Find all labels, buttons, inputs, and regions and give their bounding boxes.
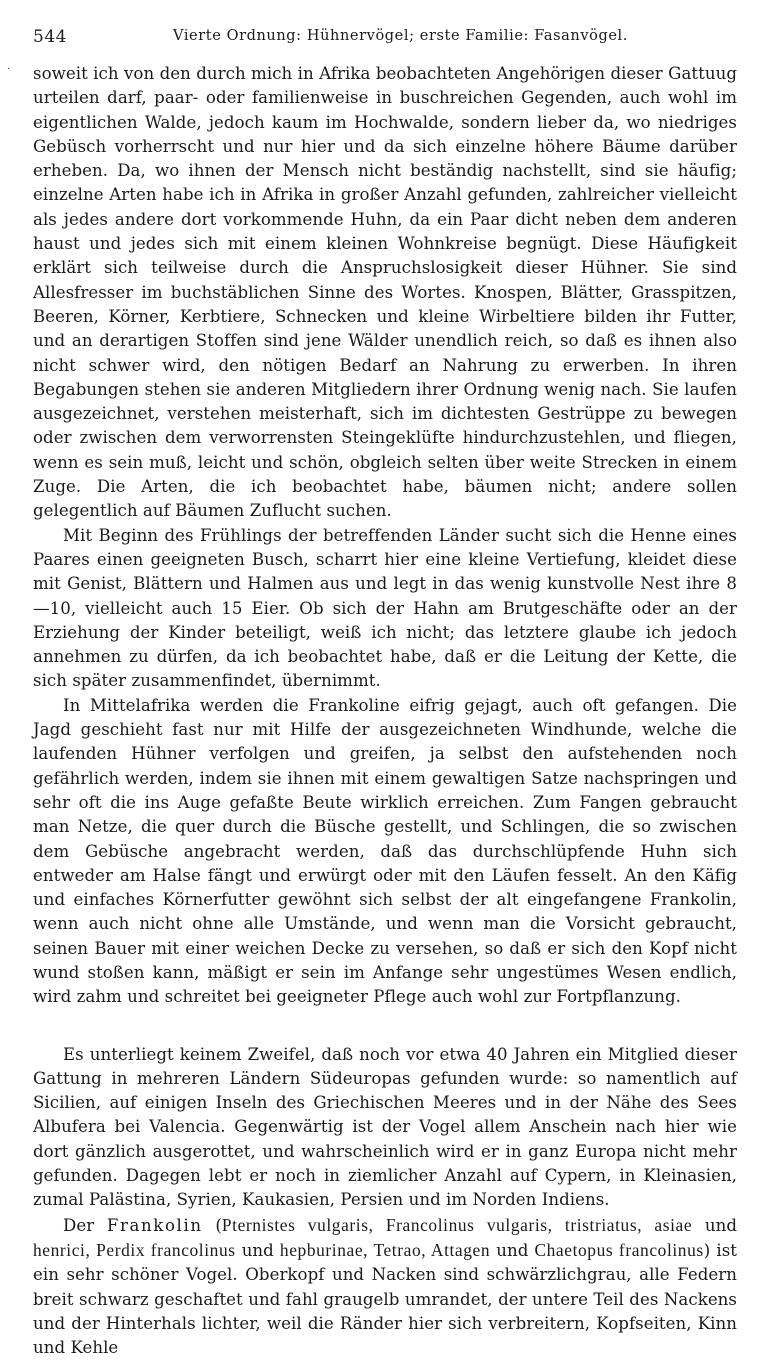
description-text-1: Der [63, 1215, 107, 1235]
section-gap [33, 1010, 737, 1043]
page-number: 544 [33, 27, 67, 47]
margin-mark: · [7, 64, 11, 75]
scientific-names-2: henrici, Perdix francolinus [33, 1239, 236, 1260]
description-text-4: und [235, 1240, 280, 1260]
description-text-5: und [490, 1240, 535, 1260]
scientific-names-1: Pternistes vulgaris, Francolinus vulgaris, tristriatus, asiae [221, 1214, 693, 1235]
scientific-names-3: hepburinae, Tetrao, Attagen [279, 1239, 491, 1260]
description-text-3: und [692, 1215, 737, 1235]
paragraph-hunting: In Mittelafrika werden die Frankoline eifrig gejagt, auch oft gefangen. Die Jagd geschieht fast nur mit Hilfe der ausgezeichneten Windhunde, welche die laufenden Hühner verfolgen und greifen, ja selbst den aufstehenden noch gefährlich werden, indem sie ihnen mit einem gewaltigen Satze nachspringen und sehr oft die ins Auge gefaßte Beute wirklich erreichen. Zum Fangen gebraucht man Netze, die quer durch die Büsche gestellt, und Schlingen, die so zwischen dem Gebüsche angebracht werden, daß das durchschlüpfende Huhn sich entweder am Halse fängt und erwürgt oder mit den Läufen fesselt. An den Käfig und einfaches Körnerfutter gewöhnt sich selbst der alt eingefangene Frankolin, wenn auch nicht ohne alle Umstände, und wenn man die Vorsicht gebraucht, seinen Bauer mit einer weichen Decke zu versehen, so daß er sich den Kopf nicht wund stoßen kann, mäßigt er sein im Anfange sehr ungestümes Wesen endlich, wird zahm und schreitet bei geeigneter Pflege auch wohl zur Fortpflanzung. [33, 695, 737, 1007]
description-text-2: ( [202, 1215, 222, 1235]
book-page [33, 0, 745, 1358]
body-text [33, 62, 737, 1360]
description-text-6: ) ist ein sehr schöner Vogel. Oberkopf und Nacken sind schwärzlichgrau, alle Federn breit schwarz geschaftet und fahl graugelb umrandet, der untere Teil des Nackens und der Hinterhals lichter, weil die Ränder hier sich verbreitern, Kopfseiten, Kinn und Kehle [33, 1240, 738, 1358]
running-head: Vierte Ordnung: Hühnervögel; erste Familie: Fasanvögel. [173, 28, 628, 44]
species-name: Frankolin [106, 1215, 203, 1235]
page-header [33, 27, 745, 51]
paragraph-breeding: Mit Beginn des Frühlings der betreffenden Länder sucht sich die Henne eines Paares einen geeigneten Busch, scharrt hier eine kleine Vertiefung, kleidet diese mit Genist, Blättern und Halmen aus und legt in das wenig kunstvolle Nest ihre 8—10, vielleicht auch 15 Eier. Ob sich der Hahn am Brutgeschäfte oder an der Erziehung der Kinder beteiligt, weiß ich nicht; das letztere glaube ich jedoch annehmen zu dürfen, da ich beobachtet habe, daß er die Leitung der Kette, die sich später zusammenfindet, übernimmt. [33, 525, 737, 691]
paragraph-habitat: soweit ich von den durch mich in Afrika beobachteten Angehörigen dieser Gattuug urteilen darf, paar- oder familienweise in buschreichen Gegenden, auch wohl im eigentlichen Walde, jedoch kaum im Hochwalde, sondern lieber da, wo niedriges Gebüsch vorherrscht und nur hier und da sich einzelne höhere Bäume darüber erheben. Da, wo ihnen der Mensch nicht beständig nachstellt, sind sie häufig; einzelne Arten habe ich in Afrika in großer Anzahl gefunden, zahlreicher vielleicht als jedes andere dort vorkommende Huhn, da ein Paar dicht neben dem anderen haust und jedes sich mit einem kleinen Wohnkreise begnügt. Diese Häufigkeit erklärt sich teilweise durch die Anspruchslosigkeit dieser Hühner. Sie sind Allesfresser im buchstäblichen Sinne des Wortes. Knospen, Blätter, Grasspitzen, Beeren, Körner, Kerbtiere, Schnecken und kleine Wirbeltiere bilden ihr Futter, und an derartigen Stoffen sind jene Wälder unendlich reich, so daß es ihnen also nicht schwer wird, den nötigen Bedarf an Nahrung zu erwerben. In ihren Begabungen stehen sie anderen Mitgliedern ihrer Ordnung wenig nach. Sie laufen ausgezeichnet, verstehen meisterhaft, sich im dichtesten Gestrüppe zu bewegen oder zwischen dem verworrensten Steingeklüfte hindurchzustehlen, und fliegen, wenn es sein muß, leicht und schön, obgleich selten über weite Strecken in einem Zuge. Die Arten, die ich beobachtet habe, bäumen nicht; andere sollen gelegentlich auf Bäumen Zuflucht suchen. [33, 64, 737, 521]
scientific-names-4: Chaetopus francolinus [534, 1239, 704, 1260]
paragraph-description [33, 1213, 737, 1360]
paragraph-distribution: Es unterliegt keinem Zweifel, daß noch vor etwa 40 Jahren ein Mitglied dieser Gattung in mehreren Ländern Südeuropas gefunden wurde: so namentlich auf Sicilien, auf einigen Inseln des Griechischen Meeres und in der Nähe des Sees Albufera bei Valencia. Gegenwärtig ist der Vogel allem Anschein nach hier wie dort gänzlich ausgerottet, und wahrscheinlich wird er in ganz Europa nicht mehr gefunden. Dagegen lebt er noch in ziemlicher Anzahl auf Cypern, in Kleinasien, zumal Palästina, Syrien, Kaukasien, Persien und im Norden Indiens. [33, 1044, 737, 1210]
